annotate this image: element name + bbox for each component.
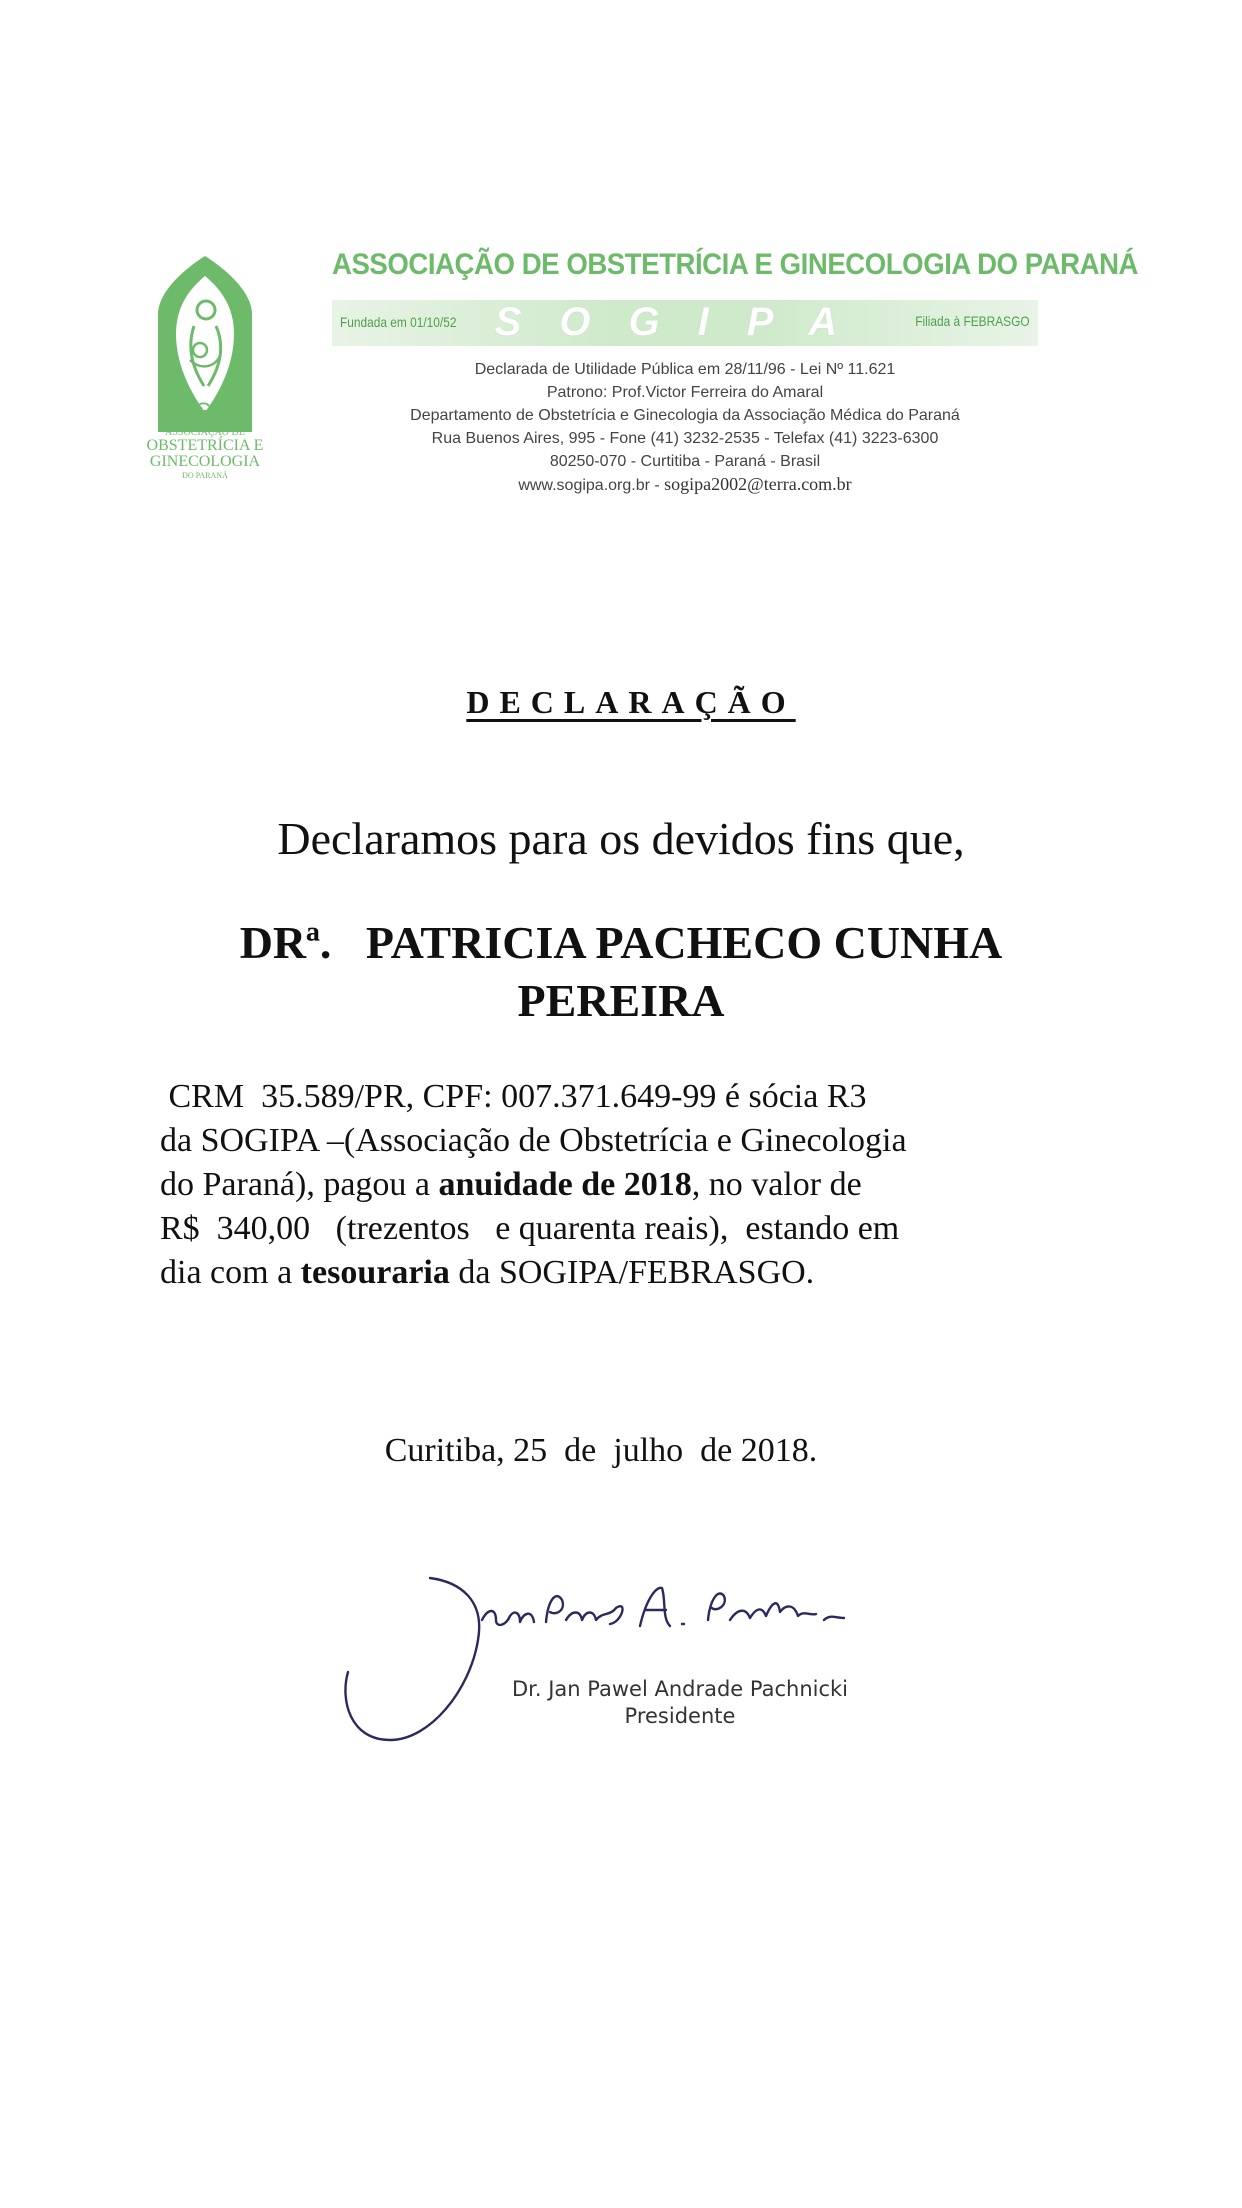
logo-acronym: SOGIPA <box>162 398 248 423</box>
public-utility-line: Declarada de Utilidade Pública em 28/11/96 - Lei Nº 11.621 <box>474 361 896 378</box>
logo-caption-line1: ASSOCIAÇÃO DE <box>165 427 245 438</box>
sogipa-banner <box>332 300 1038 346</box>
postal-line: 80250-070 - Curtitiba - Paraná - Brasil <box>549 453 821 470</box>
email-link[interactable]: sogipa2002@terra.com.br <box>664 474 852 494</box>
handwritten-signature-icon <box>310 1560 910 1760</box>
member-name-line1: DRª. PATRICIA PACHECO CUNHA <box>239 917 1003 968</box>
signer-name: Dr. Jan Pawel Andrade Pachnicki <box>511 1677 849 1701</box>
logo-caption <box>140 400 270 480</box>
association-title: ASSOCIAÇÃO DE OBSTETRÍCIA E GINECOLOGIA DO PARANÁ <box>332 248 1139 281</box>
signer-info <box>310 1676 900 1730</box>
founded-date: Fundada em 01/10/52 <box>340 314 457 330</box>
signer-role: Presidente <box>624 1704 736 1728</box>
logo-caption-line4: DO PARANÁ <box>182 471 228 480</box>
patron-line: Patrono: Prof.Victor Ferreira do Amaral <box>546 384 824 401</box>
letterhead-info <box>332 358 1038 497</box>
contact-line <box>332 473 1038 497</box>
treasury-highlight: tesouraria <box>300 1254 450 1291</box>
declaration-body <box>160 1075 1060 1295</box>
letterhead <box>140 210 1139 550</box>
website-link[interactable]: www.sogipa.org.br - <box>518 477 660 494</box>
body-part1: CRM 35.589/PR, CPF: 007.371.649-99 é sócia R3 da SOGIPA –(Associação de Obstetrícia e Ginecologia do Paraná), pagou a <box>160 1078 907 1203</box>
document-title-text: DECLARAÇÃO <box>466 684 796 720</box>
banner-acronym: SOGIPA <box>494 300 876 344</box>
member-name-line2: PEREIRA <box>517 975 725 1026</box>
place-date: Curitiba, 25 de julho de 2018. <box>384 1432 818 1469</box>
address-line: Rua Buenos Aires, 995 - Fone (41) 3232-2535 - Telefax (41) 3223-6300 <box>431 430 939 447</box>
logo-caption-line3: GINECOLOGIA <box>149 453 261 470</box>
department-line: Departamento de Obstetrícia e Ginecologia da Associação Médica do Paraná <box>410 407 960 424</box>
document-title <box>0 684 1242 721</box>
intro-text: Declaramos para os devidos fins que, <box>277 813 965 864</box>
body-part2: , no valor de R$ 340,00 (trezentos e quarenta reais), estando em dia com a <box>160 1166 900 1291</box>
annuity-highlight: anuidade de 2018 <box>438 1166 692 1203</box>
logo-caption-line2: OBSTETRÍCIA E <box>146 437 264 454</box>
body-part3: da SOGIPA/FEBRASGO. <box>449 1254 815 1291</box>
affiliation: Filiada à FEBRASGO <box>915 313 1030 329</box>
member-name <box>160 914 1082 1030</box>
signature-block <box>310 1560 910 1760</box>
